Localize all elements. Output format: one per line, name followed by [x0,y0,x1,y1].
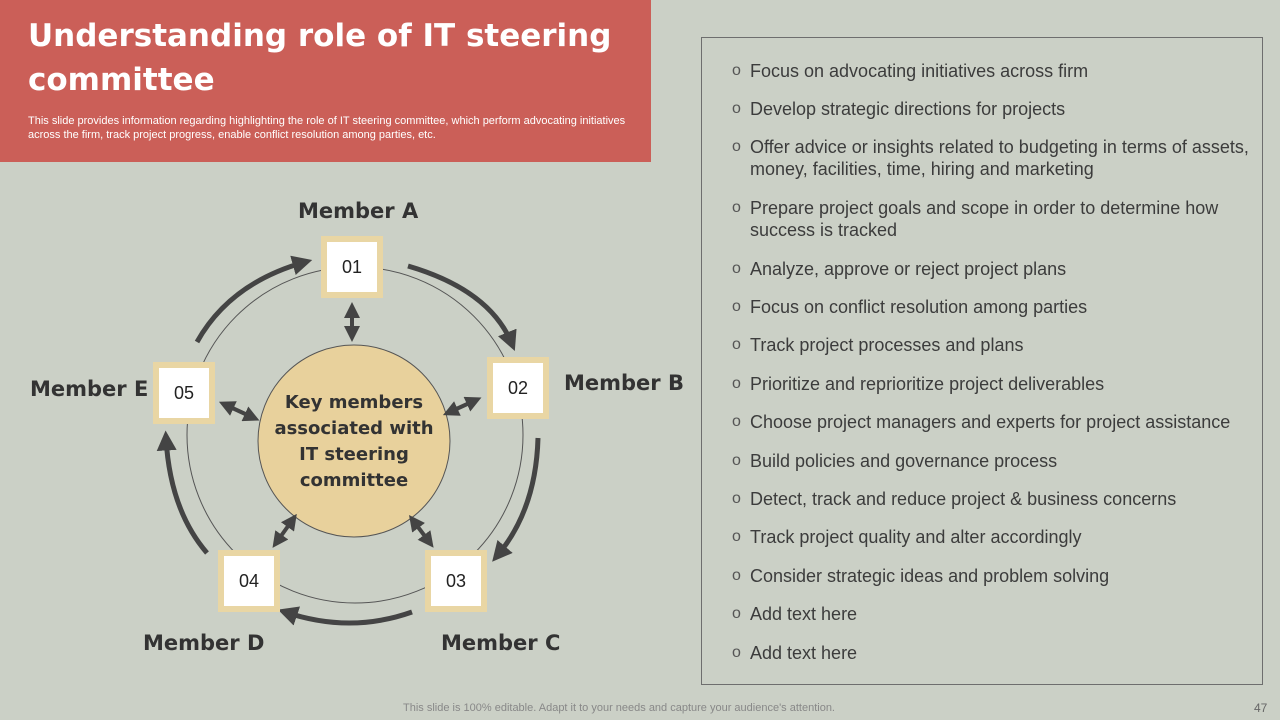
slide-subtitle: This slide provides information regarding highlighting the role of IT steering committee, which perform advocating initiatives across the firm, track project progress, enable conflict resolution among parties, etc. [28,115,626,141]
bullet-icon: o [732,375,741,392]
slide-title: Understanding role of IT steering committee [28,18,612,98]
role-item: o Add text here [732,643,858,663]
bullet-icon: o [732,413,741,430]
arrow-b-to-c [497,438,538,556]
role-item: o Choose project managers and experts for project assistance [732,412,1231,432]
member-d-box [218,550,280,612]
member-b-label: Member B [564,371,684,395]
page-number: 47 [1254,701,1268,715]
role-item: o Focus on advocating initiatives across firm [732,61,1089,81]
role-item: o Prioritize and reprioritize project deliverables [732,374,1105,394]
bullet-icon: o [732,644,741,661]
member-a-box [321,236,383,298]
link-center-c [415,523,430,543]
member-c-box [425,550,487,612]
link-center-b [452,400,476,411]
bullet-icon: o [732,528,741,545]
bullet-icon: o [732,260,741,277]
arrow-c-to-d [285,612,412,623]
member-e-number: 05 [159,368,209,418]
bullet-icon: o [732,62,741,79]
role-item: o Develop strategic directions for projects [732,99,1066,119]
roles-panel [701,37,1263,685]
center-label: Key members associated with IT steering committee [274,392,434,491]
role-item: o Detect, track and reduce project & business concerns [732,489,1177,509]
bullet-icon: o [732,605,741,622]
member-b-number: 02 [493,363,543,413]
member-d-number: 04 [224,556,274,606]
role-item: o Track project quality and alter accordingly [732,527,1082,547]
bullet-icon: o [732,100,741,117]
role-item: o Track project processes and plans [732,335,1024,355]
member-d-label: Member D [143,631,265,655]
bullet-icon: o [732,490,741,507]
role-item: o Add text here [732,604,858,624]
member-c-label: Member C [441,631,561,655]
link-center-e [228,406,254,418]
bullet-icon: o [732,199,741,216]
member-a-number: 01 [327,242,377,292]
bullet-icon: o [732,567,741,584]
footer-note: This slide is 100% editable. Adapt it to your needs and capture your audience's attention. [403,702,835,714]
member-e-label: Member E [30,377,149,401]
role-item: o Analyze, approve or reject project plans [732,259,1067,279]
role-item: o Prepare project goals and scope in order to determine how success is tracked [732,198,1219,240]
arrow-d-to-e [166,438,207,553]
member-c-number: 03 [431,556,481,606]
bullet-icon: o [732,138,741,155]
role-item: o Build policies and governance process [732,451,1058,471]
member-a-label: Member A [298,199,419,223]
member-b-box [487,357,549,419]
member-e-box [153,362,215,424]
arrow-e-to-a [197,262,305,342]
role-item: o Consider strategic ideas and problem solving [732,566,1110,586]
bullet-icon: o [732,336,741,353]
role-item: o Focus on conflict resolution among parties [732,297,1088,317]
bullet-icon: o [732,298,741,315]
bullet-icon: o [732,452,741,469]
role-item: o Offer advice or insights related to budgeting in terms of assets, money, facilities, time, hiring and marketing [732,137,1249,179]
link-center-d [276,522,291,543]
arrow-a-to-b [408,266,512,344]
